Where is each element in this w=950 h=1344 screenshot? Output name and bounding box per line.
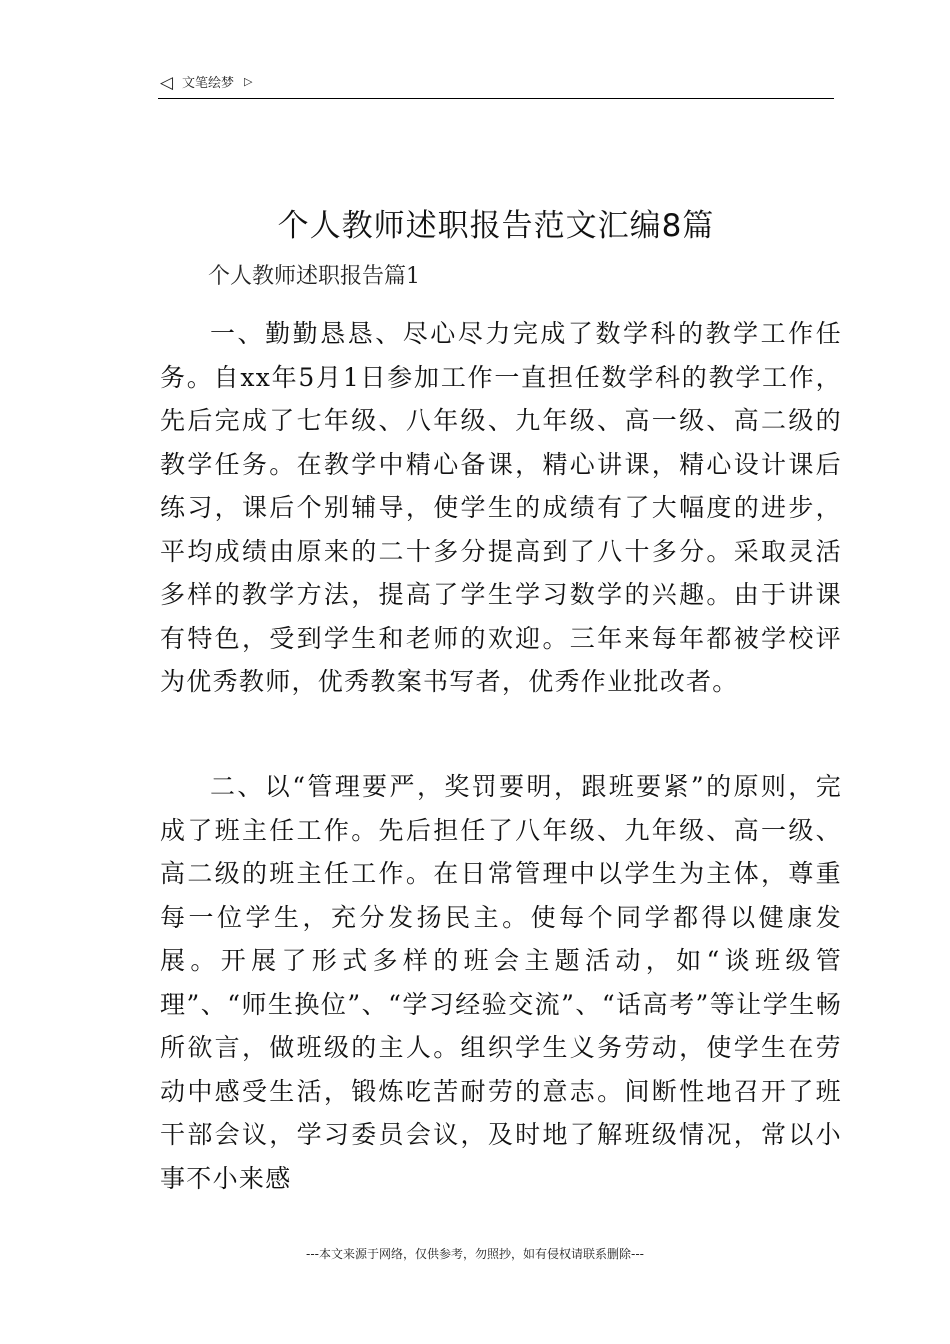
document-title: 个人教师述职报告范文汇编8篇 xyxy=(277,208,715,244)
header-label: 文笔绘梦 xyxy=(182,76,235,91)
triangle-left-icon: ◁ xyxy=(160,73,174,93)
page-footer: ---本文来源于网络，仅供参考，勿照抄，如有侵权请联系删除--- xyxy=(306,1247,644,1261)
document-subtitle: 个人教师述职报告篇1 xyxy=(208,264,420,289)
body-paragraph-2: 二、以“管理要严，奖罚要明，跟班要紧”的原则，完成了班主任工作。先后担任了八年级、九年级、高一级、高二级的班主任工作。在日常管理中以学生为主体，尊重每一位学生，充分发扬民主。使每个同学都得以健康发展。开展了形式多样的班会主题活动，如“谈班级管理”、“师生换位”、“学习经验交流”、“话高考”等让学生畅所欲言，做班级的主人。组织学生义务劳动，使学生在劳动中感受生活，锻炼吃苦耐劳的意志。间断性地召开了班干部会议，学习委员会议，及时地了解班级情况，常以小事不小来感 xyxy=(160,772,842,1193)
page-header xyxy=(158,72,834,99)
body-paragraph-1: 一、勤勤恳恳、尽心尽力完成了数学科的教学工作任务。自xx年5月1日参加工作一直担任数学科的教学工作，先后完成了七年级、八年级、九年级、高一级、高二级的教学任务。在教学中精心备课，精心讲课，精心设计课后练习，课后个别辅导，使学生的成绩有了大幅度的进步，平均成绩由原来的二十多分提高到了八十多分。采取灵活多样的教学方法，提高了学生学习数学的兴趣。由于讲课有特色，受到学生和老师的欢迎。三年来每年都被学校评为优秀教师，优秀教案书写者，优秀作业批改者。 xyxy=(160,319,842,696)
triangle-right-icon: ▷ xyxy=(244,75,253,88)
